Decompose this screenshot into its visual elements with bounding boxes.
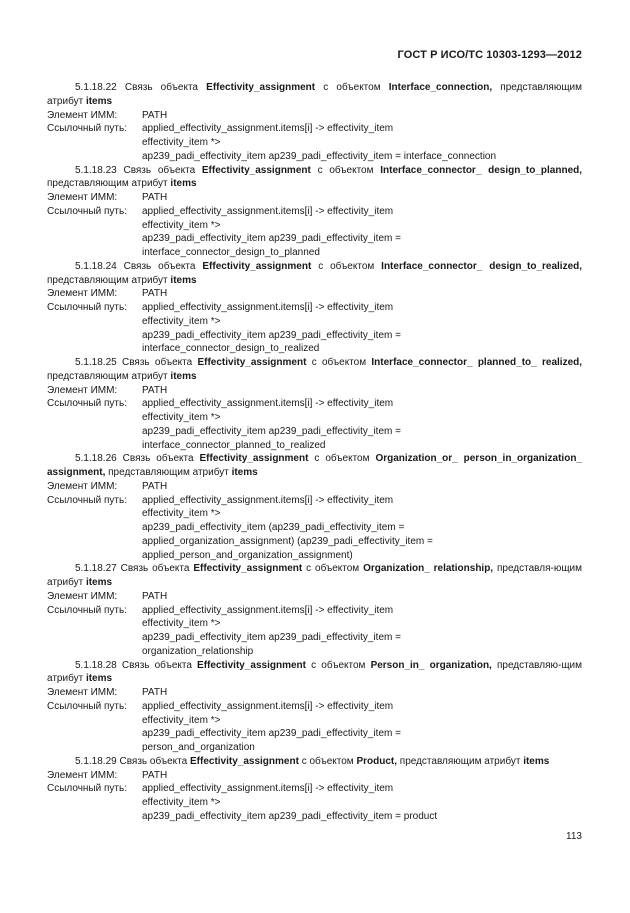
- element-label: Элемент ИММ:: [47, 109, 118, 121]
- element-row: [47, 480, 582, 494]
- entity-name: Effectivity_assignment: [193, 563, 303, 575]
- heading-text: представляющим атрибут: [47, 82, 583, 107]
- entity-name: Effectivity_assignment: [202, 260, 312, 272]
- mapping-section: [47, 659, 582, 755]
- heading-text: представляющим атрибут: [47, 370, 168, 382]
- path-row: [47, 494, 582, 508]
- heading-text: с объектом: [323, 82, 381, 93]
- element-label: Элемент ИММ:: [47, 288, 118, 300]
- element-label: Элемент ИММ:: [47, 687, 118, 698]
- heading-text: Связь объекта: [122, 453, 194, 465]
- mapping-section: [47, 164, 582, 260]
- path-label: Ссылочный путь:: [47, 398, 127, 410]
- element-row: [47, 769, 582, 783]
- target-entity-name: Organization_ relationship,: [363, 563, 494, 575]
- heading-text: с объектом: [317, 164, 374, 176]
- path-line: ap239_padi_effectivity_item ap239_padi_effectivity_item =: [142, 632, 401, 643]
- path-line: applied_effectivity_assignment.items[i] -> effectivity_item: [142, 398, 394, 410]
- section-heading: [47, 81, 582, 109]
- section-number: 5.1.18.29: [75, 755, 117, 767]
- heading-text: с объектом: [306, 563, 360, 575]
- target-entity-name: Person_in_ organization,: [370, 659, 492, 671]
- element-row: [47, 590, 582, 604]
- mapping-section: [47, 81, 582, 164]
- path-label: Ссылочный путь:: [47, 700, 127, 712]
- mapping-section: [47, 755, 582, 824]
- section-number: 5.1.18.23: [75, 164, 117, 176]
- path-row: [47, 604, 582, 618]
- path-line: applied_effectivity_assignment.items[i] -> effectivity_item: [142, 205, 394, 217]
- path-label: Ссылочный путь:: [47, 494, 127, 506]
- path-line: ap239_padi_effectivity_item ap239_padi_effectivity_item = product: [142, 810, 438, 822]
- section-number: 5.1.18.22: [75, 82, 117, 93]
- page-number: 113: [566, 831, 582, 842]
- path-line: applied_organization_assignment) (ap239_padi_effectivity_item =: [142, 535, 433, 547]
- heading-text: с объектом: [311, 659, 366, 671]
- entity-name: Effectivity_assignment: [199, 453, 309, 465]
- mapping-sections: [47, 81, 582, 824]
- heading-text: Связь объекта: [123, 260, 196, 272]
- entity-name: Effectivity_assignment: [197, 659, 306, 671]
- path-label: Ссылочный путь:: [47, 302, 127, 313]
- path-label: Ссылочный путь:: [47, 205, 127, 217]
- section-heading: [47, 452, 582, 480]
- path-line: ap239_padi_effectivity_item ap239_padi_effectivity_item = interface_connection: [142, 150, 497, 162]
- section-number: 5.1.18.26: [75, 453, 117, 465]
- section-heading: [47, 356, 582, 384]
- attribute-name: items: [523, 755, 550, 767]
- path-line: applied_effectivity_assignment.items[i] -> effectivity_item: [142, 604, 394, 616]
- path-label: Ссылочный путь:: [47, 123, 127, 135]
- path-line: ap239_padi_effectivity_item (ap239_padi_effectivity_item =: [142, 522, 405, 533]
- section-heading: [47, 164, 582, 192]
- document-body: [47, 81, 582, 824]
- mapping-section: [47, 260, 582, 356]
- element-row: [47, 384, 582, 398]
- attribute-name: items: [170, 274, 197, 286]
- section-heading: [47, 260, 582, 288]
- heading-text: Связь объекта: [124, 82, 198, 93]
- path-line: effectivity_item *>: [142, 219, 221, 231]
- entity-name: Effectivity_assignment: [201, 164, 311, 176]
- element-row: [47, 686, 582, 700]
- path-label: Ссылочный путь:: [47, 604, 127, 616]
- path-line: effectivity_item *>: [142, 315, 221, 327]
- path-line: organization_relationship: [142, 645, 254, 657]
- heading-text: с объектом: [311, 357, 367, 368]
- path-line: interface_connector_design_to_realized: [142, 343, 320, 355]
- heading-text: представля-ющим атрибут: [47, 563, 583, 588]
- target-entity-name: Interface_connector_ design_to_planned,: [380, 164, 583, 176]
- attribute-name: items: [231, 467, 258, 478]
- element-value: PATH: [142, 288, 168, 300]
- element-row: [47, 191, 582, 205]
- path-line: effectivity_item *>: [142, 137, 221, 148]
- element-label: Элемент ИММ:: [47, 769, 118, 781]
- path-line: ap239_padi_effectivity_item ap239_padi_effectivity_item =: [142, 233, 401, 245]
- path-line: ap239_padi_effectivity_item ap239_padi_effectivity_item =: [142, 329, 401, 341]
- target-entity-name: Organization_or_ person_in_organization_ assignment,: [47, 453, 582, 478]
- element-value: PATH: [142, 384, 168, 396]
- section-number: 5.1.18.25: [75, 357, 117, 368]
- element-value: PATH: [142, 769, 168, 781]
- attribute-name: items: [85, 673, 113, 685]
- element-value: PATH: [142, 192, 168, 203]
- attribute-name: items: [170, 370, 197, 382]
- path-line: effectivity_item *>: [142, 714, 221, 726]
- path-line: applied_effectivity_assignment.items[i] -> effectivity_item: [142, 700, 394, 712]
- path-line: interface_connector_design_to_planned: [142, 247, 320, 258]
- heading-text: с объектом: [301, 755, 354, 767]
- target-entity-name: Interface_connection,: [388, 82, 493, 93]
- heading-text: Связь объекта: [119, 755, 188, 767]
- path-line: applied_effectivity_assignment.items[i] -> effectivity_item: [142, 123, 394, 135]
- attribute-name: items: [170, 178, 197, 190]
- path-line: applied_person_and_organization_assignment): [142, 549, 353, 561]
- heading-text: Связь объекта: [121, 659, 192, 671]
- entity-name: Effectivity_assignment: [197, 357, 307, 368]
- path-line: effectivity_item *>: [142, 412, 221, 423]
- entity-name: Effectivity_assignment: [206, 82, 316, 93]
- element-row: [47, 287, 582, 301]
- element-value: PATH: [142, 109, 168, 121]
- path-line: effectivity_item *>: [142, 618, 221, 630]
- heading-text: с объектом: [318, 260, 375, 272]
- heading-text: представляющим атрибут: [47, 178, 168, 190]
- element-row: [47, 109, 582, 123]
- mapping-section: [47, 356, 582, 452]
- heading-text: Связь объекта: [123, 164, 196, 176]
- section-heading: [47, 659, 582, 687]
- element-value: PATH: [142, 480, 168, 492]
- section-number: 5.1.18.28: [75, 659, 117, 671]
- path-row: [47, 782, 582, 796]
- target-entity-name: Product,: [356, 755, 397, 767]
- path-row: [47, 205, 582, 219]
- path-line: person_and_organization: [142, 742, 255, 753]
- path-row: [47, 301, 582, 315]
- section-number: 5.1.18.24: [75, 260, 117, 272]
- attribute-name: items: [85, 95, 113, 107]
- heading-text: представляющим атрибут: [399, 755, 521, 767]
- element-value: PATH: [142, 687, 168, 698]
- entity-name: Effectivity_assignment: [189, 755, 299, 767]
- heading-text: Связь объекта: [122, 357, 193, 368]
- element-label: Элемент ИММ:: [47, 384, 118, 396]
- section-heading: [47, 755, 582, 769]
- path-row: [47, 122, 582, 136]
- heading-text: с объектом: [314, 453, 370, 465]
- path-row: [47, 700, 582, 714]
- mapping-section: [47, 562, 582, 658]
- attribute-name: items: [85, 577, 113, 588]
- path-row: [47, 397, 582, 411]
- path-label: Ссылочный путь:: [47, 783, 127, 795]
- element-label: Элемент ИММ:: [47, 480, 118, 492]
- path-line: interface_connector_planned_to_realized: [142, 439, 326, 451]
- target-entity-name: Interface_connector_ planned_to_ realized,: [371, 357, 583, 368]
- section-number: 5.1.18.27: [75, 563, 117, 575]
- path-line: applied_effectivity_assignment.items[i] -> effectivity_item: [142, 783, 394, 795]
- page-header: ГОСТ Р ИСО/ТС 10303-1293—2012: [397, 49, 582, 61]
- heading-text: представляю-щим атрибут: [47, 659, 583, 685]
- path-line: applied_effectivity_assignment.items[i] -> effectivity_item: [142, 494, 394, 506]
- path-line: effectivity_item *>: [142, 797, 221, 808]
- path-line: ap239_padi_effectivity_item ap239_padi_effectivity_item =: [142, 728, 401, 740]
- heading-text: Связь объекта: [120, 563, 190, 575]
- target-entity-name: Interface_connector_ design_to_realized,: [381, 260, 583, 272]
- section-heading: [47, 562, 582, 590]
- heading-text: представляющим атрибут: [47, 274, 168, 286]
- mapping-section: [47, 452, 582, 562]
- path-line: ap239_padi_effectivity_item ap239_padi_effectivity_item =: [142, 425, 401, 437]
- element-label: Элемент ИММ:: [47, 590, 118, 602]
- element-label: Элемент ИММ:: [47, 192, 118, 203]
- element-value: PATH: [142, 590, 168, 602]
- heading-text: представляющим атрибут: [108, 467, 229, 478]
- path-line: applied_effectivity_assignment.items[i] -> effectivity_item: [142, 302, 394, 313]
- path-line: effectivity_item *>: [142, 508, 221, 520]
